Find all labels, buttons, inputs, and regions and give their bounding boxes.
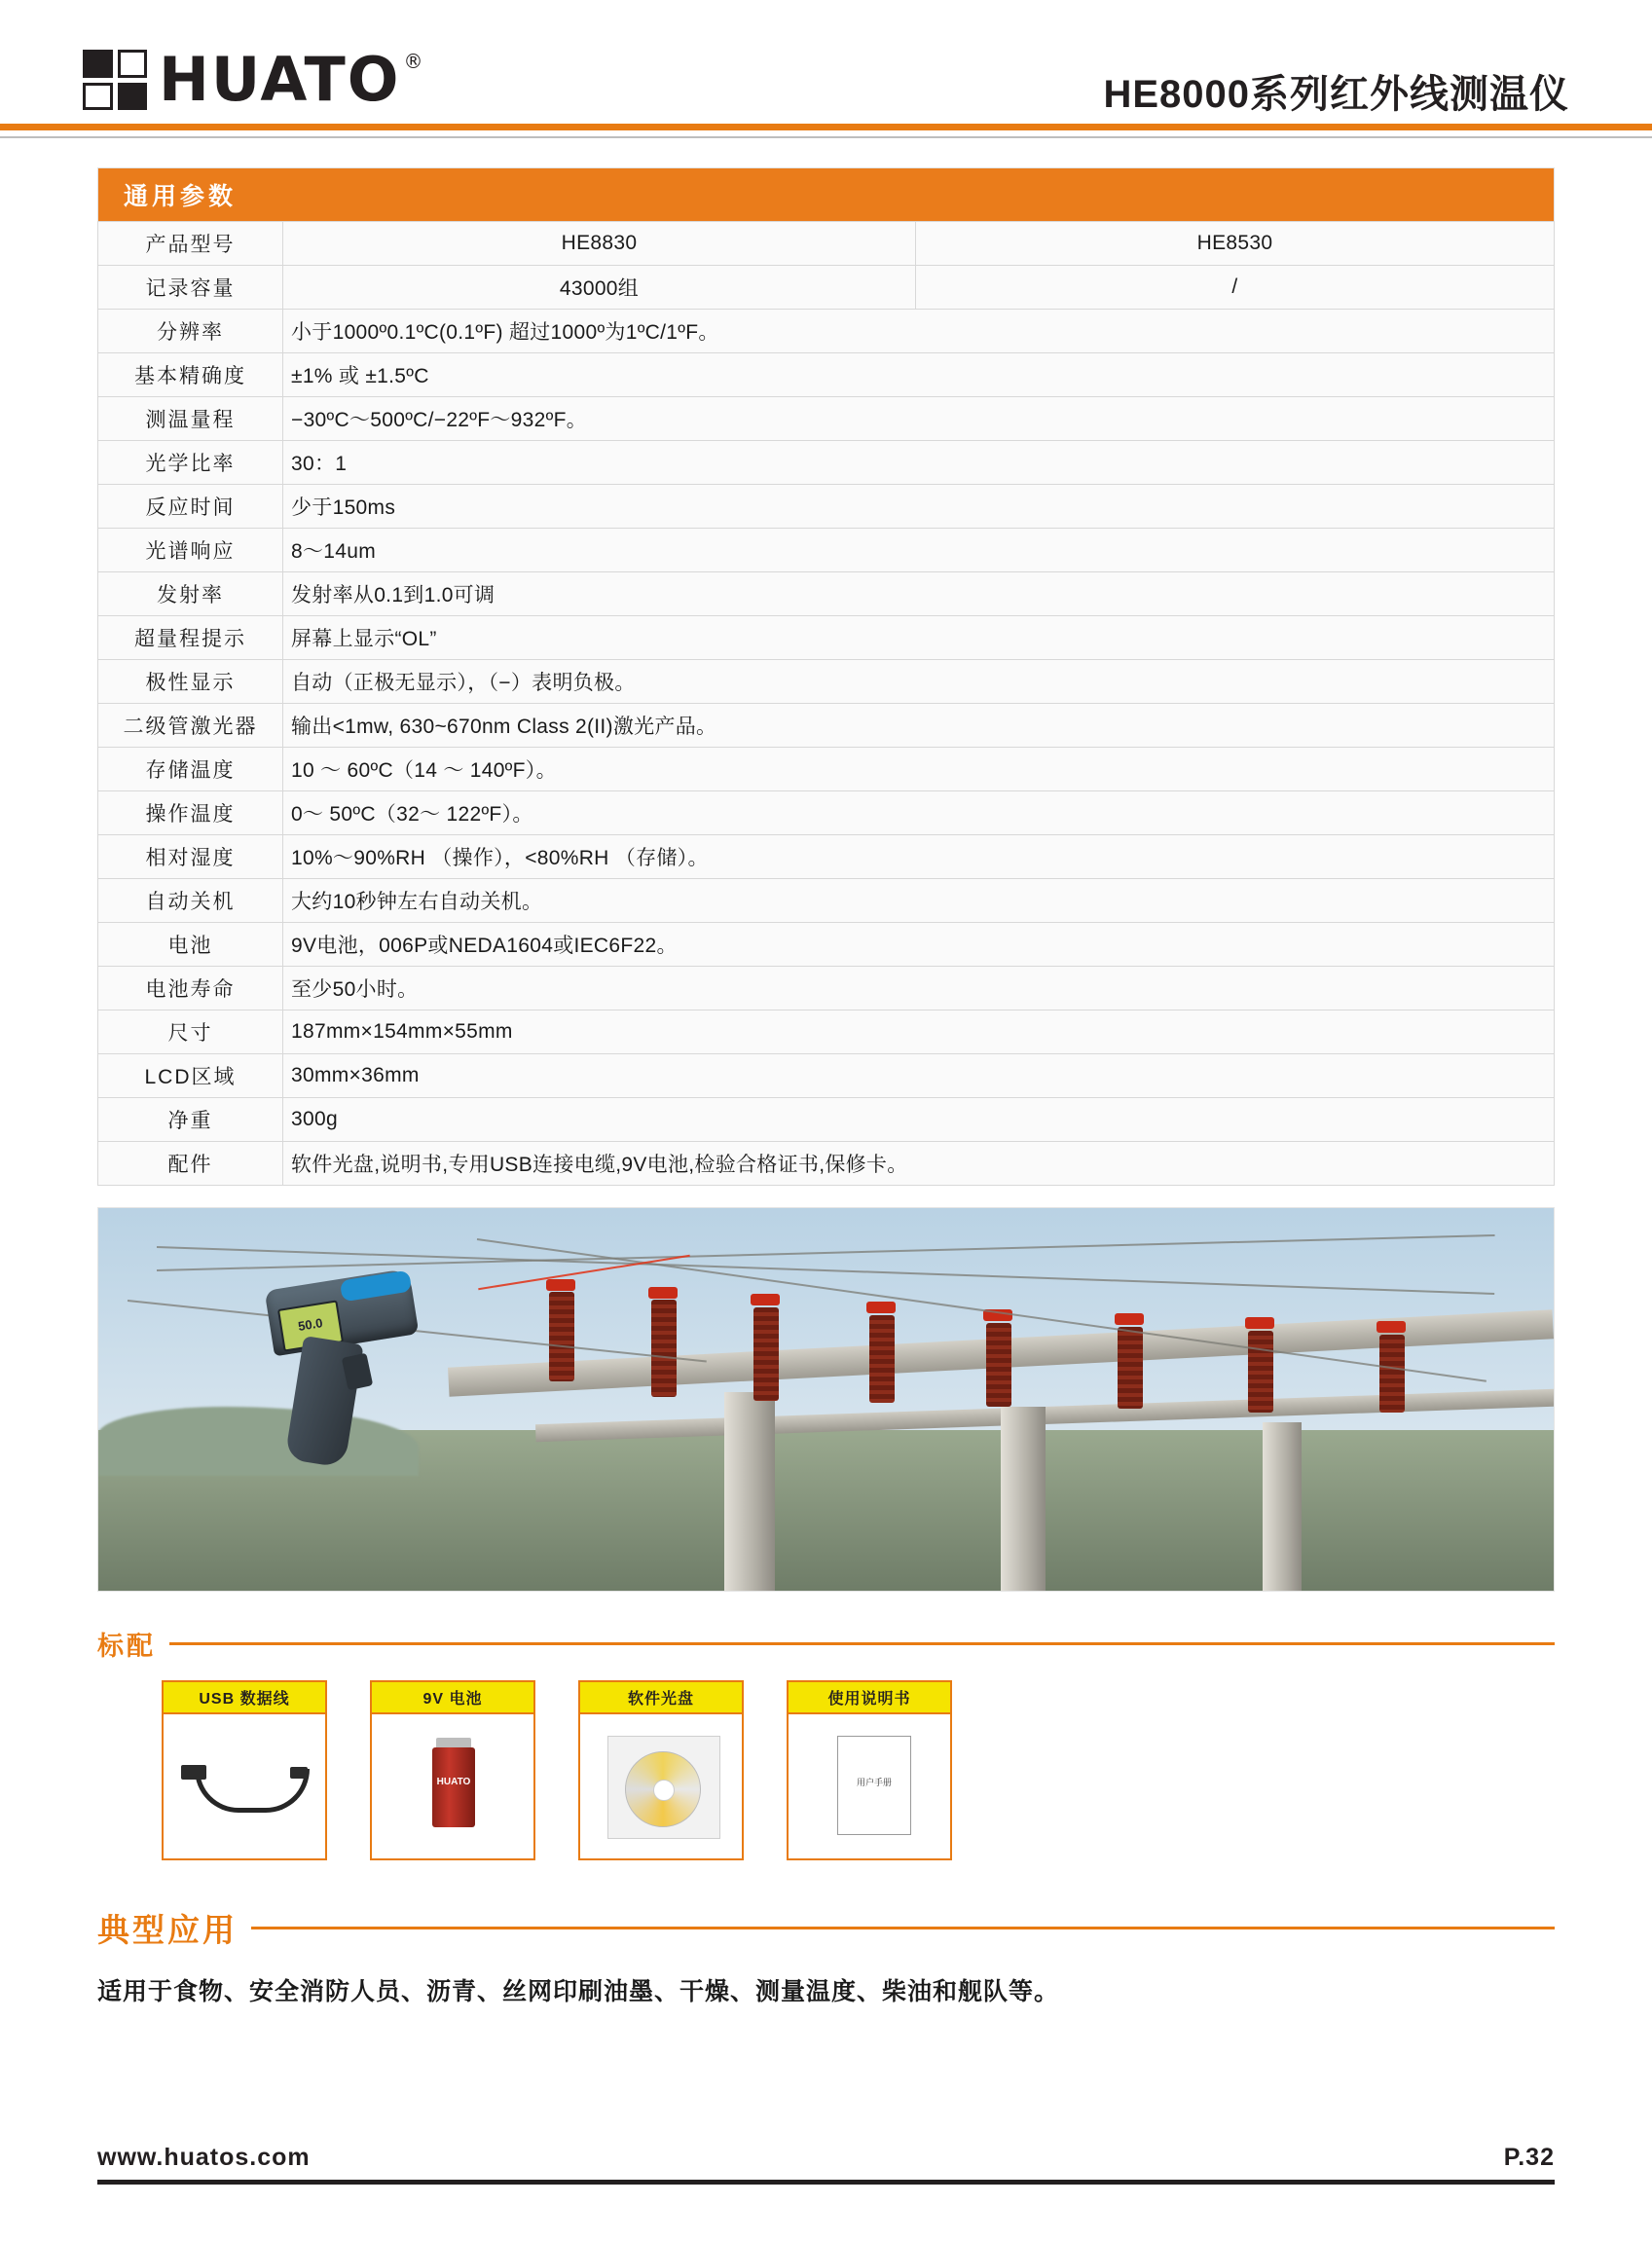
spec-label: 发射率 (98, 572, 283, 616)
device-lcd-screen: 50.0 (277, 1300, 344, 1351)
header-thin-rule (0, 136, 1652, 138)
spec-table (97, 221, 1555, 1186)
accessory-image-box (162, 1712, 327, 1860)
spec-value: 300g (283, 1098, 1555, 1142)
spec-label: 极性显示 (98, 660, 283, 704)
table-row (98, 967, 1555, 1010)
spec-label: 尺寸 (98, 1010, 283, 1054)
spec-label: 基本精确度 (98, 353, 283, 397)
table-row (98, 397, 1555, 441)
spec-label: 二级管激光器 (98, 704, 283, 748)
photo-insulator-8 (1379, 1335, 1405, 1413)
photo-insulator-cap-1 (546, 1279, 575, 1291)
spec-value: 30：1 (283, 441, 1555, 485)
table-row (98, 879, 1555, 923)
spec-value: 屏幕上显示“OL” (283, 616, 1555, 660)
spec-value-secondary: / (916, 266, 1555, 310)
manual-book-icon (837, 1736, 911, 1835)
accessory-item-manual (787, 1680, 952, 1860)
accessory-item-cd (578, 1680, 744, 1860)
page-header (0, 0, 1652, 167)
spec-value: 大约10秒钟左右自动关机。 (283, 879, 1555, 923)
application-text: 适用于食物、安全消防人员、沥青、丝网印刷油墨、干燥、测量温度、柴油和舰队等。 (97, 1978, 1060, 2005)
brand-logo (83, 44, 425, 115)
table-row (98, 266, 1555, 310)
spec-label: 存储温度 (98, 748, 283, 791)
photo-insulator-2 (651, 1300, 677, 1397)
usb-cable-icon (181, 1765, 312, 1816)
photo-insulator-cap-7 (1245, 1317, 1274, 1329)
table-row (98, 485, 1555, 529)
table-row (98, 441, 1555, 485)
table-row (98, 1010, 1555, 1054)
cd-disc-icon (625, 1751, 701, 1827)
accessory-caption: 9V 电池 (370, 1680, 535, 1712)
table-row (98, 1142, 1555, 1186)
spec-value: 0〜 50ºC（32〜 122ºF）。 (283, 791, 1555, 835)
table-row (98, 222, 1555, 266)
logo-mark-icon (83, 50, 147, 110)
accessory-caption: USB 数据线 (162, 1680, 327, 1712)
spec-label: 测温量程 (98, 397, 283, 441)
accessory-image-box (370, 1712, 535, 1860)
table-row (98, 704, 1555, 748)
spec-label: 光谱响应 (98, 529, 283, 572)
photo-insulator-cap-8 (1377, 1321, 1406, 1333)
table-row (98, 616, 1555, 660)
accessory-image-box (578, 1712, 744, 1860)
accessory-item-battery (370, 1680, 535, 1860)
table-row (98, 353, 1555, 397)
photo-insulator-1 (549, 1292, 574, 1381)
photo-insulator-cap-4 (866, 1302, 896, 1313)
spec-label: 分辨率 (98, 310, 283, 353)
spec-value: 10 〜 60ºC（14 〜 140ºF）。 (283, 748, 1555, 791)
table-row (98, 791, 1555, 835)
spec-table-body (98, 222, 1555, 1186)
spec-value: 30mm×36mm (283, 1054, 1555, 1098)
spec-label: 电池 (98, 923, 283, 967)
table-row (98, 529, 1555, 572)
spec-value: 少于150ms (283, 485, 1555, 529)
photo-insulator-3 (753, 1307, 779, 1401)
photo-insulator-4 (869, 1315, 895, 1403)
spec-section-title: 通用参数 (97, 167, 1555, 221)
product-photo (97, 1207, 1555, 1592)
spec-label: 电池寿命 (98, 967, 283, 1010)
table-row (98, 1054, 1555, 1098)
spec-label: 自动关机 (98, 879, 283, 923)
photo-insulator-7 (1248, 1331, 1273, 1413)
photo-insulator-cap-2 (648, 1287, 678, 1299)
spec-value: 187mm×154mm×55mm (283, 1010, 1555, 1054)
logo-text: HUATO (159, 44, 401, 115)
spec-label: 产品型号 (98, 222, 283, 266)
accessory-caption: 使用说明书 (787, 1680, 952, 1712)
page-footer (97, 2144, 1555, 2194)
page-content (0, 167, 1652, 2007)
application-section-header (97, 1905, 1555, 1951)
spec-value: 10%〜90%RH （操作），<80%RH （存储）。 (283, 835, 1555, 879)
photo-pillar-1 (724, 1392, 775, 1591)
footer-row (97, 2144, 1555, 2172)
page-title: HE8000系列红外线测温仪 (1103, 72, 1569, 116)
spec-label: LCD区域 (98, 1054, 283, 1098)
spec-value: 至少50小时。 (283, 967, 1555, 1010)
accessory-caption: 软件光盘 (578, 1680, 744, 1712)
accessory-list (97, 1680, 1555, 1860)
website-url: www.huatos.com (97, 2144, 311, 2171)
standard-heading: 标配 (97, 1632, 156, 1661)
battery-icon (432, 1747, 475, 1827)
spec-value: 小于1000º0.1ºC(0.1ºF) 超过1000º为1ºC/1ºF。 (283, 310, 1555, 353)
application-heading: 典型应用 (97, 1912, 238, 1948)
spec-value: 输出<1mw, 630~670nm Class 2(II)激光产品。 (283, 704, 1555, 748)
battery-brand-label: HUATO (436, 1777, 471, 1787)
spec-label: 光学比率 (98, 441, 283, 485)
spec-label: 记录容量 (98, 266, 283, 310)
spec-value: 43000组 (283, 266, 916, 310)
standard-heading-rule (169, 1642, 1555, 1645)
spec-value: 软件光盘,说明书,专用USB连接电缆,9V电池,检验合格证书,保修卡。 (283, 1142, 1555, 1186)
accessory-item-usb (162, 1680, 327, 1860)
spec-value-secondary: HE8530 (916, 222, 1555, 266)
photo-pillar-2 (1001, 1407, 1046, 1591)
spec-label: 超量程提示 (98, 616, 283, 660)
header-accent-rule (0, 124, 1652, 130)
page-number: P.32 (1503, 2144, 1555, 2171)
accessory-image-box (787, 1712, 952, 1860)
standard-section-header (97, 1625, 1555, 1663)
photo-pillar-3 (1263, 1422, 1302, 1591)
registered-mark-icon: ® (403, 50, 425, 73)
table-row (98, 923, 1555, 967)
photo-thermometer-device (251, 1262, 436, 1486)
photo-insulator-5 (986, 1323, 1011, 1407)
photo-insulator-cap-6 (1115, 1313, 1144, 1325)
spec-value: −30ºC〜500ºC/−22ºF〜932ºF。 (283, 397, 1555, 441)
spec-label: 净重 (98, 1098, 283, 1142)
spec-label: 相对湿度 (98, 835, 283, 879)
photo-insulator-6 (1118, 1327, 1143, 1409)
table-row (98, 748, 1555, 791)
spec-label: 配件 (98, 1142, 283, 1186)
table-row (98, 310, 1555, 353)
footer-rule (97, 2180, 1555, 2185)
spec-value: 自动（正极无显示），（−）表明负极。 (283, 660, 1555, 704)
table-row (98, 660, 1555, 704)
manual-cover-label: 用户手册 (856, 1778, 892, 1787)
logo-wordmark (159, 44, 425, 115)
photo-insulator-cap-3 (751, 1294, 780, 1305)
spec-label: 操作温度 (98, 791, 283, 835)
spec-value: ±1% 或 ±1.5ºC (283, 353, 1555, 397)
spec-label: 反应时间 (98, 485, 283, 529)
spec-value: HE8830 (283, 222, 916, 266)
table-row (98, 835, 1555, 879)
table-row (98, 1098, 1555, 1142)
spec-value: 9V电池，006P或NEDA1604或IEC6F22。 (283, 923, 1555, 967)
spec-value: 发射率从0.1到1.0可调 (283, 572, 1555, 616)
application-heading-rule (251, 1927, 1555, 1929)
table-row (98, 572, 1555, 616)
spec-value: 8〜14um (283, 529, 1555, 572)
